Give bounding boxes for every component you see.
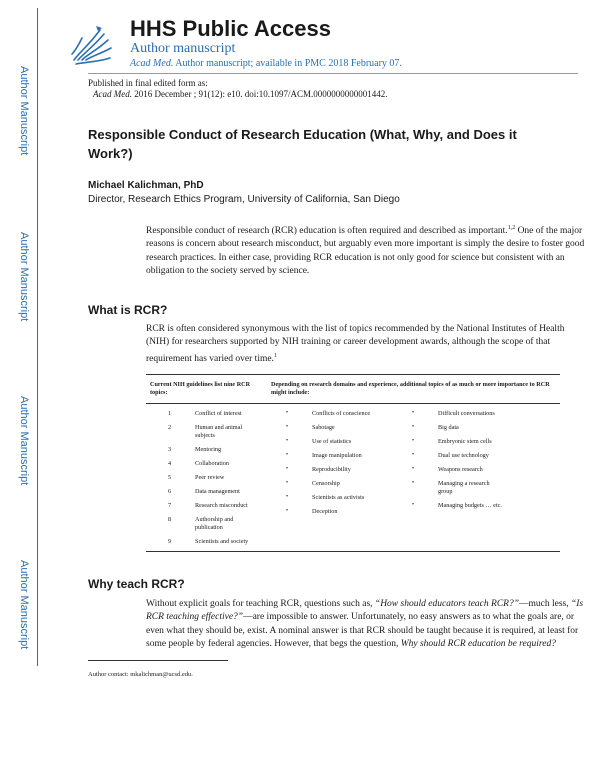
nih-topic-num: 9 (168, 538, 172, 545)
why-quote: Why should RCR education be required? (400, 638, 556, 649)
author-affiliation: Director, Research Ethics Program, University of California, San Diego (88, 194, 400, 205)
section-heading-why: Why teach RCR? (88, 577, 185, 591)
additional-topic: Use of statistics (312, 438, 352, 445)
bullet: • (412, 480, 415, 486)
nih-topic-num: 3 (168, 446, 172, 453)
bullet: • (286, 410, 289, 416)
footnote-rule (88, 660, 228, 661)
hhs-eagle-icon (66, 20, 116, 66)
additional-topic: Censorship (312, 480, 340, 487)
pub-journal: Acad Med. (93, 89, 132, 99)
bullet: • (412, 410, 415, 416)
margin-label: Author Manuscript (18, 396, 30, 486)
section-heading-what: What is RCR? (88, 303, 168, 317)
bullet: • (286, 466, 289, 472)
why-text: —are impossible to answer. Unfortunately, no easy answers as to what the goals are, or even what they should be, exist. A nominal answer is that RCR should be taught because it is required, at least for some people by federal agencies. However, that begs the question, (146, 612, 579, 649)
bullet: • (286, 494, 289, 500)
why-paragraph (146, 598, 586, 651)
bullet: • (286, 438, 289, 444)
nih-topic-num: 2 (168, 424, 172, 431)
bullet: • (412, 438, 415, 444)
nih-topic: Peer review (195, 474, 225, 481)
author-contact: Author contact: mkalichman@ucsd.edu. (88, 671, 193, 678)
publication-details (93, 89, 387, 99)
bullet: • (412, 424, 415, 430)
margin-label: Author Manuscript (18, 66, 30, 156)
article-title: Responsible Conduct of Research Education (What, Why, and Does it Work?) (88, 127, 517, 161)
nih-topic-num: 5 (168, 474, 172, 481)
author-name: Michael Kalichman, PhD (88, 180, 204, 191)
additional-topic: Sabotage (312, 424, 335, 431)
margin-label: Author Manuscript (18, 232, 30, 322)
nih-topic: Conflict of interest (195, 410, 242, 417)
margin-label: Author Manuscript (18, 560, 30, 650)
what-text: RCR is often considered synonymous with the list of topics recommended by the National Institutes of Health (NIH) for researchers supported by NIH training or career development awards, although the scope of that requirement has varied over time. (146, 324, 565, 364)
why-quote: “How should educators teach RCR?” (374, 599, 519, 609)
intro-paragraph (146, 222, 586, 278)
additional-topic: Managing a research group (438, 480, 490, 495)
header-rule (88, 73, 578, 74)
nih-topic: Research misconduct (195, 502, 248, 509)
additional-topic: Embryonic stem cells (438, 438, 492, 445)
nih-topic: Human and animal subjects (195, 424, 243, 439)
what-paragraph (146, 323, 586, 366)
nih-topic-num: 8 (168, 516, 172, 523)
table-bottom-rule (146, 551, 560, 552)
bullet: • (286, 424, 289, 430)
nih-topic: Authorship and publication (195, 516, 234, 531)
bullet: • (412, 466, 415, 472)
additional-topic: Difficult conversations (438, 410, 495, 417)
intro-text-a: Responsible conduct of research (RCR) education is often required and described as important. (146, 226, 508, 237)
citation-journal: Acad Med. (130, 58, 174, 69)
table-header-nih: Current NIH guidelines list nine RCR topics: (150, 381, 251, 396)
additional-topic: Deception (312, 508, 338, 515)
additional-topic: Big data (438, 424, 459, 431)
bullet: • (286, 480, 289, 486)
availability-citation (130, 58, 402, 69)
nih-topic-num: 4 (168, 460, 172, 467)
additional-topic: Conflicts of conscience (312, 410, 371, 417)
additional-topic: Dual use technology (438, 452, 489, 459)
citation-text: Author manuscript; available in PMC 2018 February 07. (175, 58, 402, 69)
bullet: • (412, 502, 415, 508)
table-header-additional: Depending on research domains and experience, additional topics of as much or more importance to RCR might include: (271, 381, 550, 396)
additional-topic: Weapons research (438, 466, 483, 473)
intro-citation: 1,2 (507, 225, 516, 231)
additional-topic: Reproducibility (312, 466, 351, 473)
nih-topic-num: 1 (168, 410, 172, 417)
published-label: Published in final edited form as: (88, 78, 208, 88)
nih-topic: Scientists and society (195, 538, 249, 545)
margin-rule (37, 8, 38, 666)
bullet: • (286, 508, 289, 514)
what-citation: 1 (273, 352, 277, 359)
why-text: Without explicit goals for teaching RCR, questions such as, (146, 599, 375, 609)
additional-topic: Scientists as activists (312, 494, 365, 501)
manuscript-label: Author manuscript (130, 41, 236, 56)
nih-topic: Mentoring (195, 446, 222, 453)
nih-topic: Collaboration (195, 460, 230, 467)
additional-topic: Managing budgets … etc. (438, 502, 502, 509)
hhs-title: HHS Public Access (130, 16, 331, 41)
table-mid-rule (146, 403, 560, 404)
additional-topic: Image manipulation (312, 452, 362, 459)
nih-topic-num: 6 (168, 488, 172, 495)
table-top-rule (146, 374, 560, 375)
nih-topic-num: 7 (168, 502, 172, 509)
why-quote: “Is RCR teaching effective?” (146, 599, 584, 623)
bullet: • (412, 452, 415, 458)
nih-topic: Data management (195, 488, 240, 495)
rcr-topics-table (146, 374, 560, 552)
pub-details-text: 2016 December ; 91(12): e10. doi:10.1097/ACM.0000000000001442. (134, 89, 388, 99)
bullet: • (286, 452, 289, 458)
intro-text-b: One of the major reasons is concern about research misconduct, but arguably even more important is simply the desire to foster good research practices. In either case, providing RCR education is not only good for science but consistent with an obligation to the society served by science. (146, 226, 585, 277)
why-text: —much less, (519, 599, 571, 609)
